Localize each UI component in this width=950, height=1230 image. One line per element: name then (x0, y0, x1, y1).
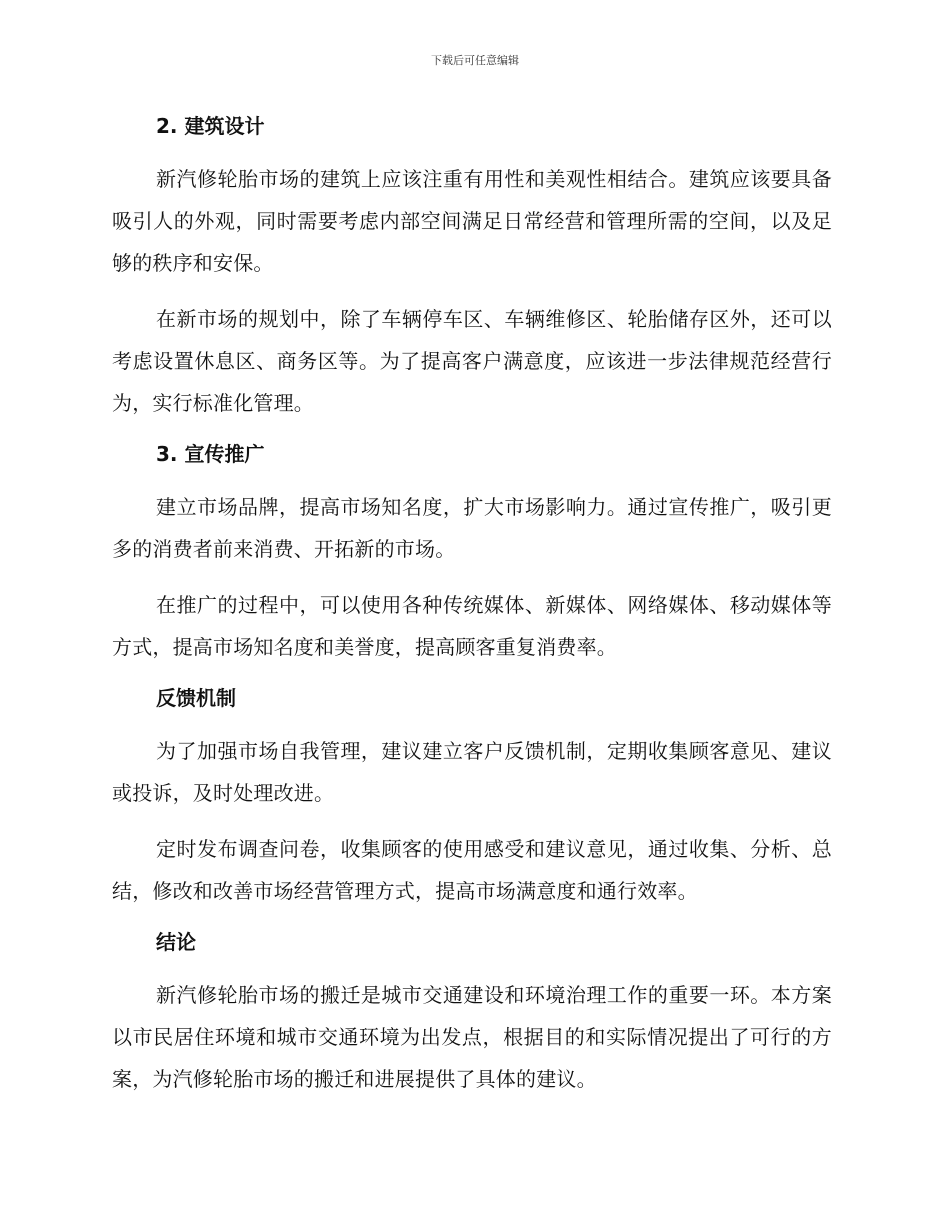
section-heading-feedback: 反馈机制 (156, 686, 236, 710)
paragraph: 在新市场的规划中，除了车辆停车区、车辆维修区、轮胎储存区外，还可以考虑设置休息区、商务区等。为了提高客户满意度，应该进一步法律规范经营行为，实行标准化管理。 (112, 307, 832, 415)
section-heading-architecture: 2. 建筑设计 (156, 114, 265, 138)
page-header: 下载后可任意编辑 (431, 54, 519, 67)
paragraph: 为了加强市场自我管理，建议建立客户反馈机制，定期收集顾客意见、建议或投诉，及时处理改进。 (112, 739, 832, 805)
section-heading-conclusion: 结论 (156, 930, 196, 954)
paragraph: 在推广的过程中，可以使用各种传统媒体、新媒体、网络媒体、移动媒体等方式，提高市场知名度和美誉度，提高顾客重复消费率。 (112, 593, 832, 659)
paragraph: 建立市场品牌，提高市场知名度，扩大市场影响力。通过宣传推广，吸引更多的消费者前来消费、开拓新的市场。 (112, 495, 832, 561)
paragraph: 定时发布调查问卷，收集顾客的使用感受和建议意见，通过收集、分析、总结，修改和改善市场经营管理方式，提高市场满意度和通行效率。 (112, 837, 832, 903)
paragraph: 新汽修轮胎市场的搬迁是城市交通建设和环境治理工作的重要一环。本方案以市民居住环境和城市交通环境为出发点，根据目的和实际情况提出了可行的方案，为汽修轮胎市场的搬迁和进展提供了具体的建议。 (112, 983, 832, 1091)
section-heading-promotion: 3. 宣传推广 (156, 442, 265, 466)
paragraph: 新汽修轮胎市场的建筑上应该注重有用性和美观性相结合。建筑应该要具备吸引人的外观，同时需要考虑内部空间满足日常经营和管理所需的空间，以及足够的秩序和安保。 (112, 167, 832, 275)
document-body (112, 110, 832, 1114)
